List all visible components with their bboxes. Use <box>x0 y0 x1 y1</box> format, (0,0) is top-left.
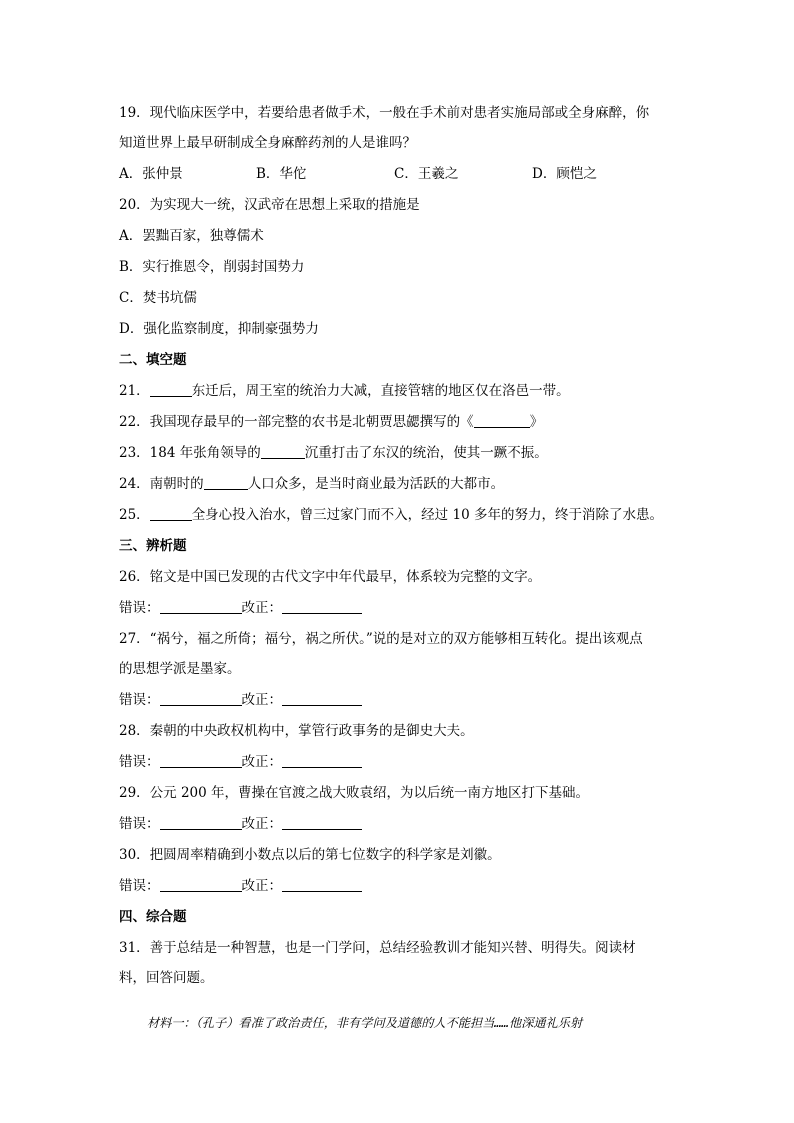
question-27-line-1: 27．“祸兮，福之所倚；福兮，祸之所伏。”说的是对立的双方能够相互转化。提出该观点 <box>119 631 643 647</box>
error-label: 错误： <box>119 600 160 616</box>
material-one-text: 材料一：（孔子）看准了政治责任，非有学问及道德的人不能担当……他深通礼乐射 <box>147 1016 583 1030</box>
answer-row-29 <box>119 811 679 842</box>
section-heading-analysis: 三、辨析题 <box>119 538 187 554</box>
question-20-stem: 20．为实现大一统，汉武帝在思想上采取的措施是 <box>119 197 420 213</box>
question-21: 21． 东迁后，周王室的统治力大减，直接管辖的地区仅在洛邑一带。 <box>119 378 679 409</box>
fix-blank[interactable] <box>282 689 362 706</box>
question-19-line-2: 知道世界上最早研制成全身麻醉药剂的人是谁吗？ <box>119 135 416 151</box>
fill-blank[interactable] <box>204 473 248 490</box>
error-blank[interactable] <box>160 875 242 892</box>
question-28: 28．秦朝的中央政权机构中，掌管行政事务的是御史大夫。 <box>119 723 474 739</box>
question-26: 26．铭文是中国已发现的古代文字中年代最早，体系较为完整的文字。 <box>119 569 542 585</box>
error-label: 错误： <box>119 816 160 832</box>
answer-row-26 <box>119 595 679 626</box>
error-blank[interactable] <box>160 597 242 614</box>
option-a: A．张仲景 <box>119 166 183 182</box>
question-20-option-c: C．焚书坑儒 <box>119 290 197 306</box>
error-label: 错误： <box>119 754 160 770</box>
fix-label: 改正： <box>241 816 282 832</box>
fix-blank[interactable] <box>282 597 362 614</box>
fix-blank[interactable] <box>282 875 362 892</box>
question-30: 30．把圆周率精确到小数点以后的第七位数字的科学家是刘徽。 <box>119 847 501 863</box>
option-b: B．华佗 <box>256 166 307 182</box>
fix-blank[interactable] <box>282 751 362 768</box>
option-d: D．顾恺之 <box>532 166 597 182</box>
error-blank[interactable] <box>160 813 242 830</box>
fix-label: 改正： <box>241 692 282 708</box>
section-heading-comprehensive: 四、综合题 <box>119 909 187 925</box>
fix-label: 改正： <box>241 600 282 616</box>
answer-row-27 <box>119 687 679 718</box>
fix-blank[interactable] <box>282 813 362 830</box>
section-heading-fill-in: 二、填空题 <box>119 352 187 368</box>
fix-label: 改正： <box>241 878 282 894</box>
question-19-options <box>119 161 679 192</box>
exam-page <box>119 100 679 996</box>
error-label: 错误： <box>119 692 160 708</box>
answer-row-28 <box>119 749 679 780</box>
question-19-line-1: 19．现代临床医学中，若要给患者做手术，一般在手术前对患者实施局部或全身麻醉，你 <box>119 105 650 121</box>
question-29: 29．公元 200 年，曹操在官渡之战大败袁绍，为以后统一南方地区打下基础。 <box>119 785 590 801</box>
question-20-option-a: A．罢黜百家，独尊儒术 <box>119 228 264 244</box>
error-label: 错误： <box>119 878 160 894</box>
option-c: C．王羲之 <box>394 166 459 182</box>
question-22: 22．我国现存最早的一部完整的农书是北朝贾思勰撰写的《 》 <box>119 409 679 440</box>
question-24: 24．南朝时的 人口众多，是当时商业最为活跃的大都市。 <box>119 471 679 502</box>
question-31-line-2: 料，回答问题。 <box>119 970 214 986</box>
answer-row-30 <box>119 873 679 904</box>
question-20-option-d: D．强化监察制度，抑制豪强势力 <box>119 321 319 337</box>
question-20-option-b: B．实行推恩令，削弱封国势力 <box>119 259 305 275</box>
error-blank[interactable] <box>160 689 242 706</box>
fill-blank[interactable] <box>150 380 192 397</box>
fix-label: 改正： <box>241 754 282 770</box>
fill-blank[interactable] <box>261 442 305 459</box>
fill-blank[interactable] <box>474 411 530 428</box>
question-23: 23．184 年张角领导的 沉重打击了东汉的统治，使其一蹶不振。 <box>119 440 679 471</box>
question-31-line-1: 31．善于总结是一种智慧，也是一门学问，总结经验教训才能知兴替、明得失。阅读材 <box>119 940 636 956</box>
question-25: 25． 全身心投入治水，曾三过家门而不入，经过 10 多年的努力，终于消除了水患。 <box>119 502 679 533</box>
fill-blank[interactable] <box>150 504 192 521</box>
question-27-line-2: 的思想学派是墨家。 <box>119 661 241 677</box>
error-blank[interactable] <box>160 751 242 768</box>
